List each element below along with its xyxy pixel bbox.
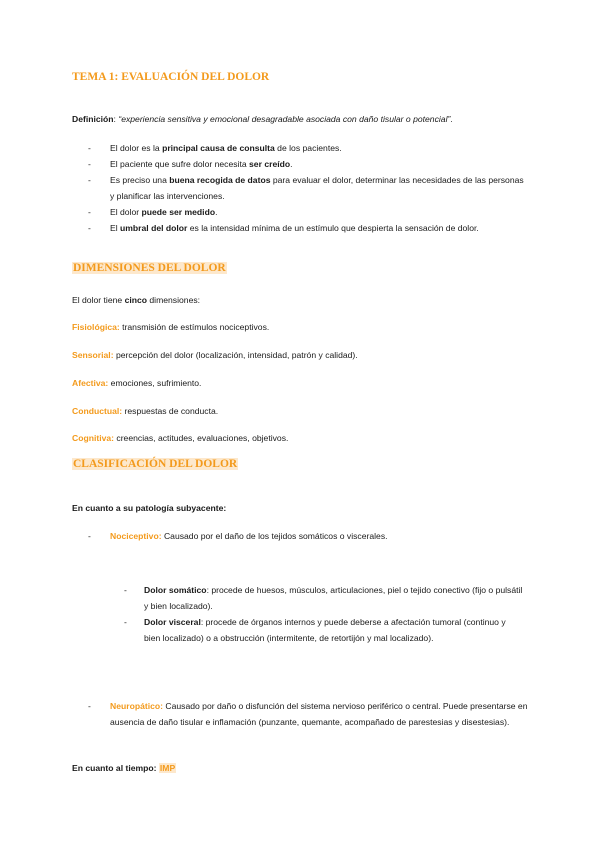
key-points-list	[88, 140, 528, 236]
text: es la intensidad mínima de un estímulo que despierta la sensación de dolor.	[187, 223, 479, 233]
dash: -	[88, 175, 91, 185]
bold-text: puede ser medido	[141, 207, 216, 217]
sub-list-item	[124, 614, 524, 646]
dash: -	[88, 207, 91, 217]
dimensions-intro	[72, 292, 200, 308]
time-heading	[72, 760, 176, 776]
definition	[72, 114, 453, 124]
dash: -	[88, 159, 91, 169]
text: .	[290, 159, 293, 169]
list-item	[88, 220, 528, 236]
list-item	[88, 156, 528, 172]
dash: -	[124, 585, 127, 595]
nociceptive-label: Nociceptivo:	[110, 531, 162, 541]
dash: -	[88, 223, 91, 233]
list-item	[88, 140, 528, 156]
sub-item-body	[124, 582, 524, 614]
dash: -	[124, 617, 127, 627]
dash: -	[88, 701, 91, 711]
definition-end: .	[450, 114, 453, 124]
text: para evaluar el dolor, determinar las necesidades de las personas y planificar las intervenciones.	[110, 175, 524, 201]
bold-text: Dolor visceral	[144, 617, 201, 627]
list-item	[88, 172, 528, 204]
bold-text: ser creído	[249, 159, 291, 169]
neuropathic-label: Neuropático:	[110, 701, 163, 711]
sub-list-item	[124, 582, 524, 614]
dimension-text: creencias, actitudes, evaluaciones, objetivos.	[114, 433, 289, 443]
definition-quote: “experiencia sensitiva y emocional desagradable asociada con daño tisular o potencial”	[118, 114, 451, 124]
dimension-item	[72, 403, 218, 419]
text: El dolor tiene	[72, 295, 125, 305]
dimension-text: respuestas de conducta.	[122, 406, 219, 416]
bold-text: En cuanto al tiempo:	[72, 763, 159, 773]
definition-colon: :	[113, 114, 116, 124]
bold-text: principal causa de consulta	[162, 143, 275, 153]
bold-text: En cuanto a su patología subyacente:	[72, 503, 227, 513]
text: : procede de huesos, músculos, articulaciones, piel o tejido conectivo (fijo o pulsátil y bien localizado).	[144, 585, 523, 611]
dimension-label: Afectiva:	[72, 378, 109, 388]
neuropathic-body	[88, 698, 532, 730]
nociceptive-text: Causado por el daño de los tejidos somáticos o viscerales.	[161, 531, 388, 541]
neuropathic-text: Causado por daño o disfunción del sistema nervioso periférico o central. Puede presentarse en ausencia de daño tisular e inflamación (punzante, quemante, acompañado de parestesias y disestesias).	[110, 701, 528, 727]
dimension-label: Sensorial:	[72, 350, 114, 360]
text: Es preciso una	[110, 175, 170, 185]
nociceptive-item	[88, 528, 388, 544]
list-item	[88, 204, 528, 220]
text: El dolor es la	[110, 143, 163, 153]
dimension-item	[72, 430, 288, 446]
bold-text: buena recogida de datos	[169, 175, 271, 185]
text: El paciente que sufre dolor necesita	[110, 159, 250, 169]
dash: -	[88, 531, 91, 541]
bold-text: umbral del dolor	[120, 223, 188, 233]
text: : procede de órganos internos y puede deberse a afectación tumoral (continuo y bien localizado) o a obstrucción (intermitente, de retortijón y mal localizado).	[144, 617, 506, 643]
definition-label: Definición	[72, 114, 114, 124]
pathology-heading	[72, 500, 226, 516]
highlight-text: IMP	[159, 763, 176, 773]
dimension-text: percepción del dolor (localización, intensidad, patrón y calidad).	[113, 350, 358, 360]
dimension-text: emociones, sufrimiento.	[108, 378, 202, 388]
text: El	[110, 223, 121, 233]
dash: -	[88, 143, 91, 153]
section-heading-dimensions: DIMENSIONES DEL DOLOR	[73, 262, 226, 274]
bold-text: Dolor somático	[144, 585, 207, 595]
text: dimensiones:	[147, 295, 201, 305]
section-heading-classification: CLASIFICACIÓN DEL DOLOR	[73, 458, 238, 470]
dimension-label: Conductual:	[72, 406, 123, 416]
dimension-item	[72, 347, 358, 363]
text: El dolor	[110, 207, 142, 217]
bold-text: cinco	[124, 295, 148, 305]
text: de los pacientes.	[274, 143, 342, 153]
page-title: TEMA 1: EVALUACIÓN DEL DOLOR	[72, 71, 270, 83]
dimension-text: transmisión de estímulos nociceptivos.	[119, 322, 270, 332]
text: .	[215, 207, 218, 217]
dimension-label: Cognitiva:	[72, 433, 115, 443]
neuropathic-item	[88, 698, 532, 730]
dimension-item	[72, 319, 269, 335]
dimension-item	[72, 375, 201, 391]
sub-item-body	[124, 614, 524, 646]
dimension-label: Fisiológica:	[72, 322, 120, 332]
